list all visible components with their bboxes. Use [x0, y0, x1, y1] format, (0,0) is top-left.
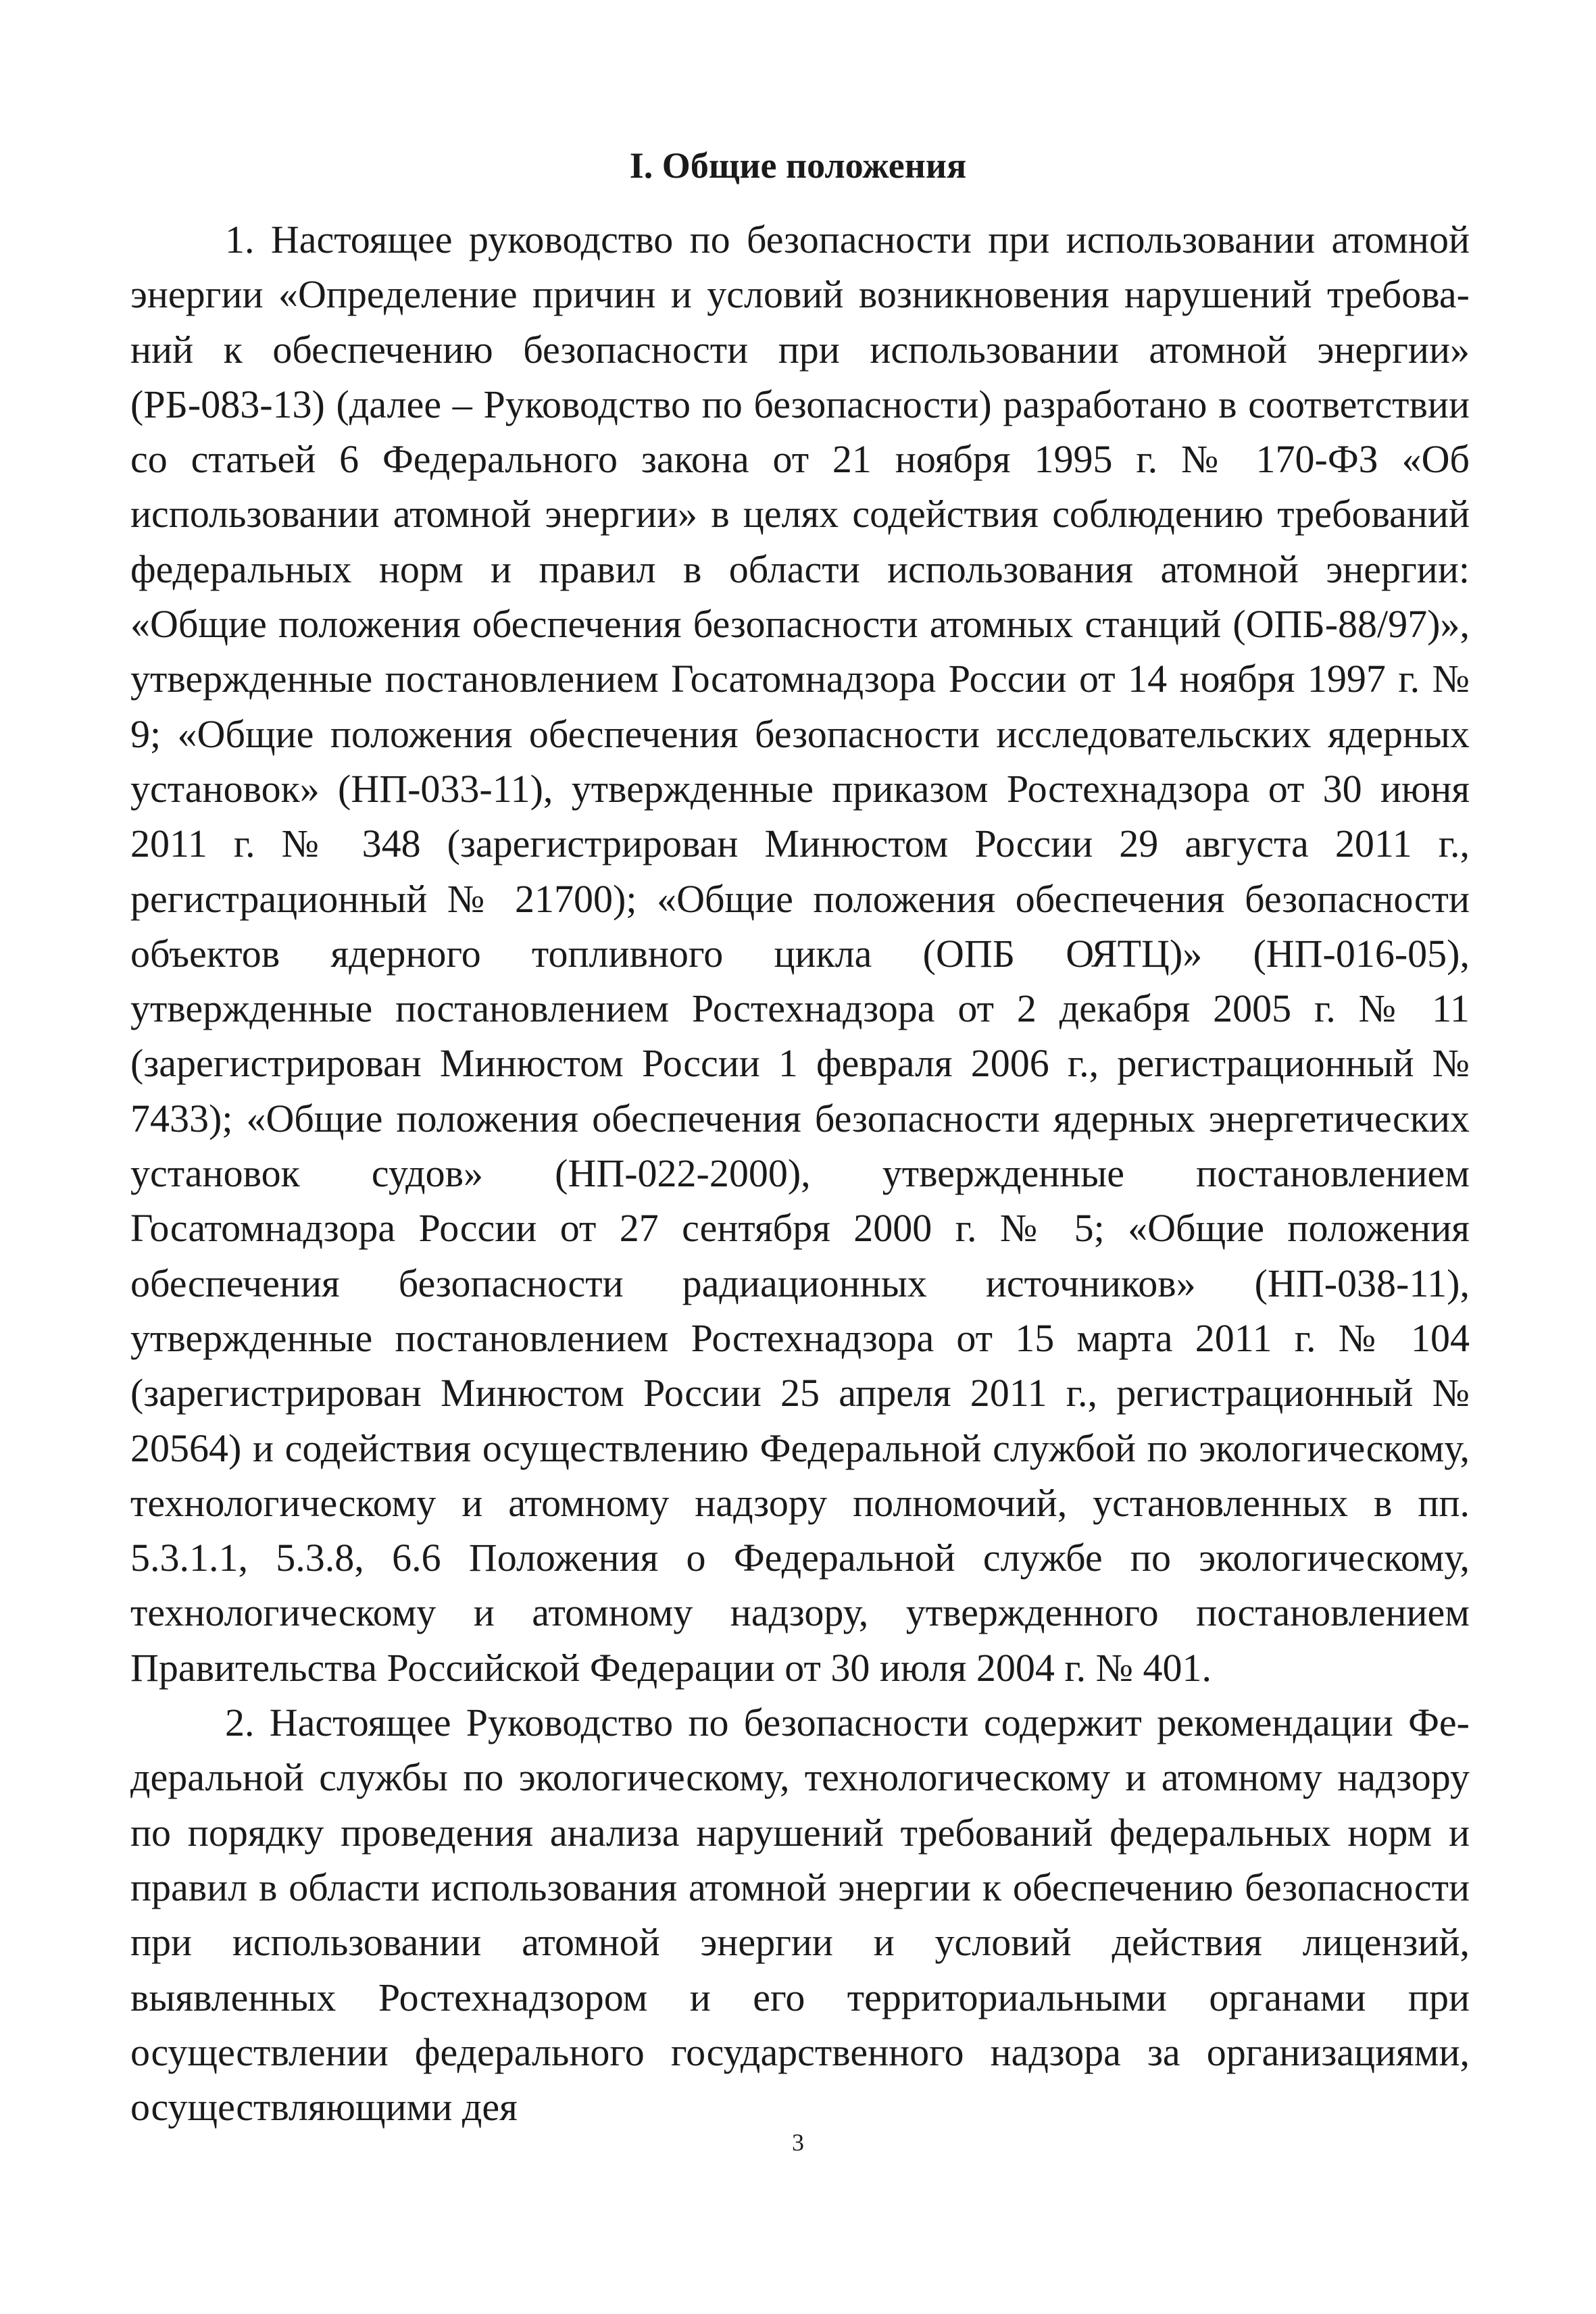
- paragraph-2: 2. Настоящее Руководство по безопасности содержит рекомендации Федеральной службы по экологическому, технологическому и атомному надзору по порядку проведения анализа нарушений требований федеральных норм и правил в области использования атомной энергии к обеспечению безопасности при использовании атомной энергии и условий действия лицензий, выявленных Ростехнадзором и его территориальными органами при осуществлении федерального государственного надзора за организациями, осуществляющими дея: [130, 1701, 1470, 2130]
- page-number: 3: [792, 2129, 804, 2156]
- paragraph-1: 1. Настоящее руководство по безопасности при использовании атомной энергии «Определение причин и условий возникновения нарушений требований к обеспечению безопасности при использовании атомной энергии» (РБ-083-13) (далее – Руководство по безопасности) разработано в соответствии со статьей 6 Федерального закона от 21 ноября 1995 г. № 170-ФЗ «Об использовании атомной энергии» в целях содействия соблюдению требований федеральных норм и правил в области использования атомной энергии: «Общие положения обеспечения безопасности атомных станций (ОПБ-88/97)», утвержденные постановлением Госатомнадзора России от 14 ноября 1997 г. № 9; «Общие положения обеспечения безопасности исследовательских ядерных установок» (НП-033-11), утвержденные приказом Ростехнадзора от 30 июня 2011 г. № 348 (зарегистрирован Минюстом России 29 августа 2011 г., регистрационный № 21700); «Общие положения обеспечения безопасности объектов ядерного топливного цикла (ОПБ ОЯТЦ)» (НП-016-05), утвержденные постановлением Ростехнадзора от 2 декабря 2005 г. № 11 (зарегистрирован Минюстом России 1 февраля 2006 г., регистрационный № 7433); «Общие положения обеспечения безопасности ядерных энергетических установок судов» (НП-022-2000), утвержденные постановлением Госатомнадзора России от 27 сентября 2000 г. № 5; «Общие положения обеспечения безопасности радиационных источников» (НП-038-11), утвержденные постановлением Ростехнадзора от 15 марта 2011 г. № 104 (зарегистрирован Минюстом России 25 апреля 2011 г., регистрационный № 20564) и содействия осуществлению Федеральной службой по экологическому, технологическому и атомному надзору полномочий, установленных в пп. 5.3.1.1, 5.3.8, 6.6 Положения о Федеральной службе по экологическому, технологическому и атомному надзору, утвержденного постановлением Правительства Российской Федерации от 30 июля 2004 г. № 401.: [130, 218, 1470, 1690]
- section-title: I. Общие положения: [629, 145, 967, 186]
- document-body: [130, 212, 1470, 2134]
